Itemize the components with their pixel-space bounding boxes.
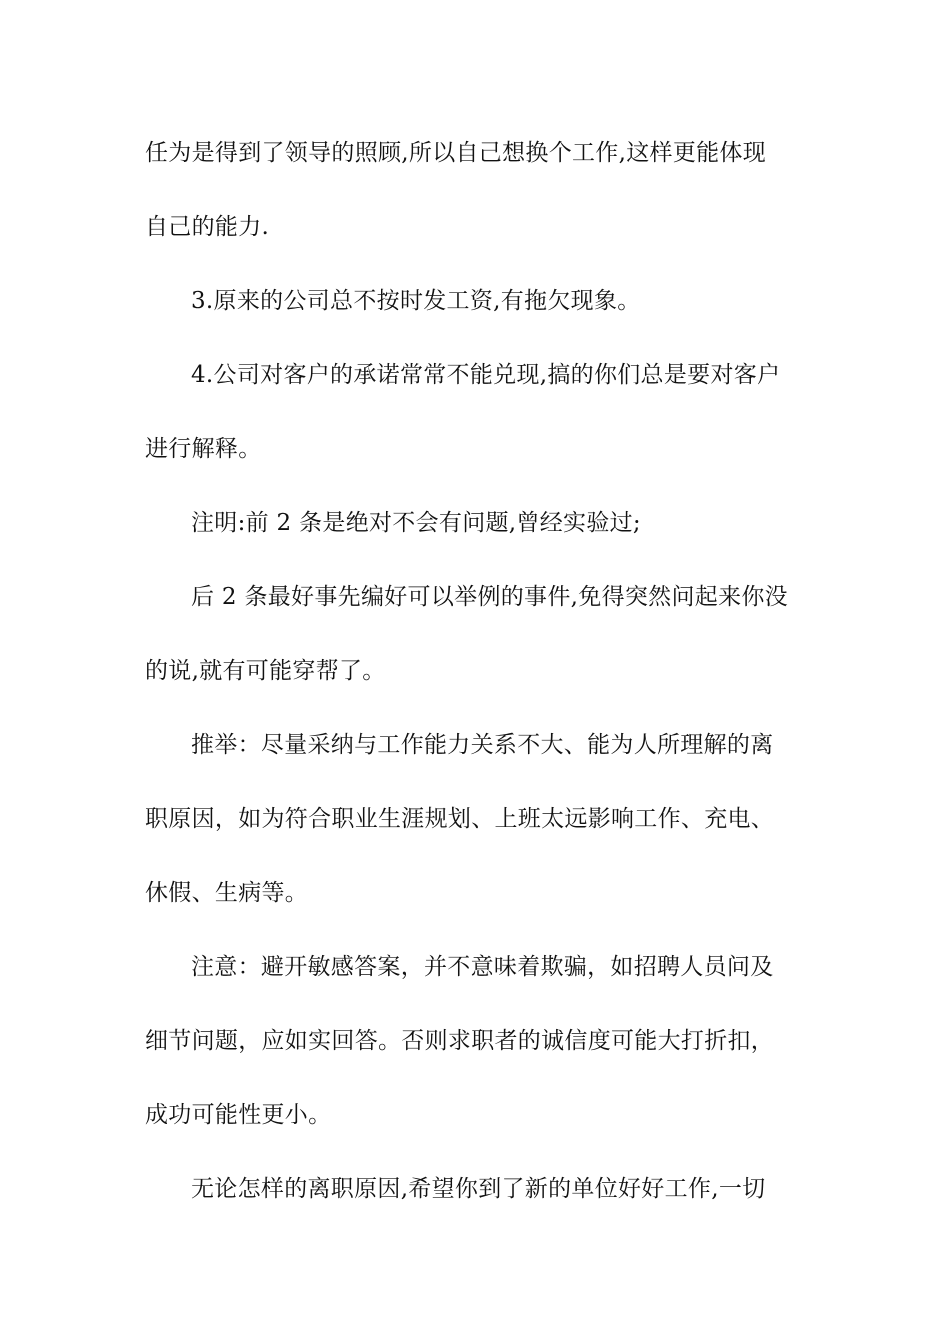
text-line-6: 注明:前 2 条是绝对不会有问题,曾经实验过; bbox=[191, 510, 641, 536]
text-line-5: 进行解释。 bbox=[145, 436, 262, 462]
text-line-3: 3.原来的公司总不按时发工资,有拖欠现象。 bbox=[191, 288, 641, 314]
text-line-7: 后 2 条最好事先编好可以举例的事件,免得突然问起来你没 bbox=[191, 584, 788, 610]
text-line-10: 职原因，如为符合职业生涯规划、上班太远影响工作、充电、 bbox=[145, 806, 775, 832]
text-line-9: 推举：尽量采纳与工作能力关系不大、能为人所理解的离 bbox=[191, 732, 774, 758]
text-line-4: 4.公司对客户的承诺常常不能兑现,搞的你们总是要对客户 bbox=[191, 362, 781, 388]
text-line-11: 休假、生病等。 bbox=[145, 880, 309, 906]
text-line-15: 无论怎样的离职原因,希望你到了新的单位好好工作,一切 bbox=[191, 1176, 766, 1202]
text-line-14: 成功可能性更小。 bbox=[145, 1102, 332, 1128]
text-line-8: 的说,就有可能穿帮了。 bbox=[145, 658, 386, 684]
text-line-12: 注意：避开敏感答案，并不意味着欺骗，如招聘人员问及 bbox=[191, 954, 774, 980]
text-line-2: 自己的能力. bbox=[145, 214, 270, 240]
text-line-1: 任为是得到了领导的照顾,所以自己想换个工作,这样更能体现 bbox=[145, 140, 767, 166]
text-line-13: 细节问题，应如实回答。否则求职者的诚信度可能大打折扣， bbox=[145, 1028, 775, 1054]
